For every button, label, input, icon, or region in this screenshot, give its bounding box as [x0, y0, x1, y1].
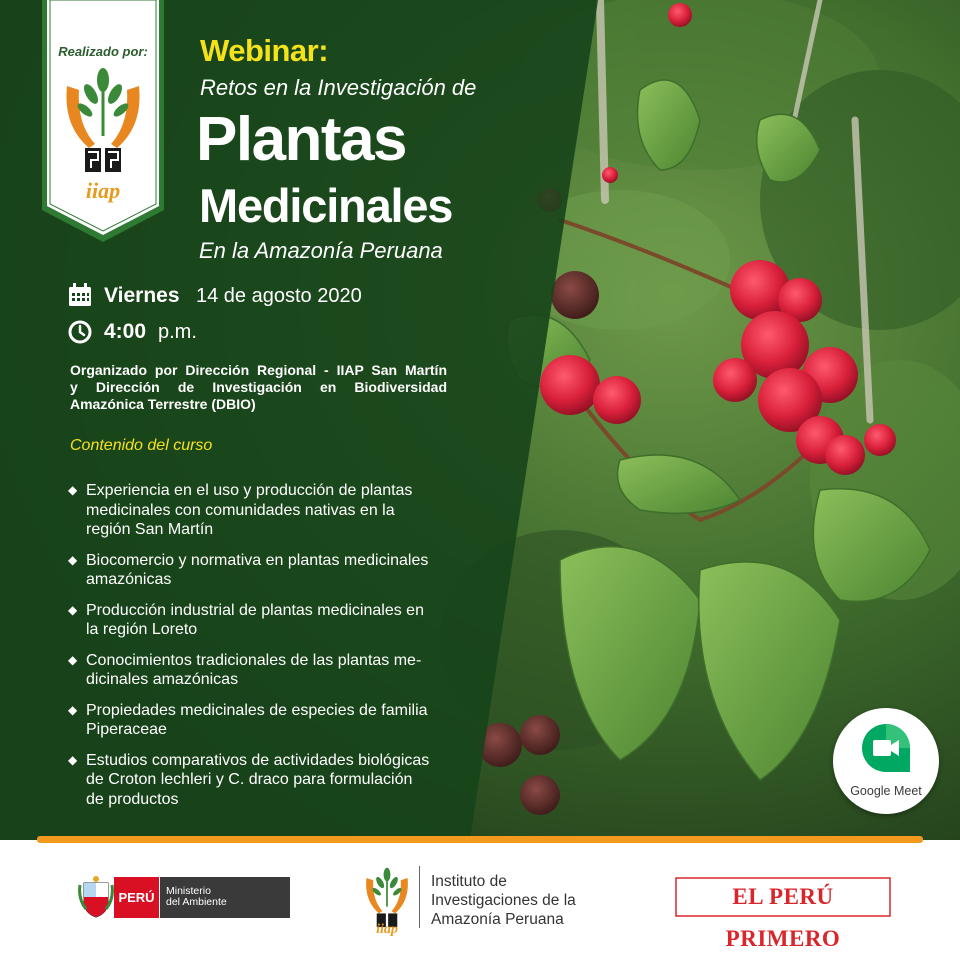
list-item — [66, 751, 486, 810]
organizer-line: Organizado por Dirección Regional - IIAP San Martín — [70, 362, 447, 378]
institute-line: Investigaciones de la — [431, 892, 576, 909]
organizer-line: y Dirección de Investigación en Biodiversidad — [70, 379, 447, 395]
google-meet-icon — [860, 722, 912, 774]
ministry-name — [159, 877, 290, 918]
list-item — [66, 701, 486, 740]
list-item-line: Conocimientos tradicionales de las plantas me- — [86, 651, 422, 669]
diamond-bullet-icon: ◆ — [68, 652, 78, 667]
diamond-bullet-icon: ◆ — [68, 552, 78, 567]
event-day: Viernes — [104, 284, 180, 307]
list-item-line: Biocomercio y normativa en plantas medicinales — [86, 551, 429, 569]
diamond-bullet-icon: ◆ — [68, 702, 78, 717]
event-time: 4:00 — [104, 320, 147, 343]
list-item-line: de Croton lechleri y C. draco para formulación — [86, 771, 413, 788]
list-item — [66, 551, 486, 590]
google-meet-badge[interactable] — [833, 708, 939, 814]
calendar-icon — [68, 283, 92, 307]
list-item-line: de productos — [86, 790, 179, 808]
institute-acronym: iiap — [376, 922, 398, 937]
ribbon-acronym: iiap — [85, 178, 121, 203]
list-item-line: amazónicas — [86, 571, 172, 588]
list-item — [66, 651, 486, 690]
peru-coat-of-arms-icon — [78, 875, 114, 919]
diamond-bullet-icon: ◆ — [68, 483, 78, 497]
list-item — [66, 601, 486, 640]
list-item-line: región San Martín — [86, 521, 214, 538]
slogan-text: EL PERÚ PRIMERO — [725, 884, 841, 951]
list-item-line: medicinales con comunidades nativas en la — [86, 501, 395, 519]
event-date: 14 de agosto 2020 — [196, 285, 362, 307]
event-time-suffix: p.m. — [158, 321, 197, 343]
institute-line: Amazonía Peruana — [431, 911, 564, 928]
title-subtitle: Retos en la Investigación de — [200, 75, 477, 100]
institute-divider — [419, 866, 420, 928]
ministry-line: del Ambiente — [166, 896, 227, 908]
list-item-line: dicinales amazónicas — [86, 671, 239, 688]
course-heading: Contenido del curso — [70, 437, 213, 454]
diamond-bullet-icon: ◆ — [68, 752, 78, 767]
google-meet-label: Google Meet — [850, 784, 922, 798]
el-peru-primero-logo — [674, 876, 892, 951]
iiap-logo-ribbon — [42, 0, 164, 242]
list-item-line: Piperaceae — [86, 721, 167, 738]
organizer-line: Amazónica Terrestre (DBIO) — [70, 396, 256, 412]
webinar-kicker: Webinar: — [200, 33, 329, 68]
list-item-line: Experiencia en el uso y producción de plantas — [86, 482, 413, 499]
ribbon-label: Realizado por: — [58, 44, 148, 59]
organizer-text — [70, 362, 447, 413]
institute-name — [431, 872, 576, 929]
list-item-line: Estudios comparativos de actividades biológicas — [86, 751, 430, 769]
list-item-line: la región Loreto — [86, 621, 198, 638]
ministry-line: Ministerio — [166, 885, 211, 897]
clock-icon — [68, 320, 92, 344]
diamond-bullet-icon: ◆ — [68, 602, 78, 617]
title-region: En la Amazonía Peruana — [199, 238, 443, 263]
list-item — [66, 481, 486, 540]
peru-wordmark: PERÚ — [114, 877, 159, 918]
list-item-line: Propiedades medicinales de especies de familia — [86, 701, 428, 719]
title-line-medicinales: Medicinales — [199, 179, 453, 232]
footer-divider — [37, 836, 923, 843]
institute-line: Instituto de — [431, 873, 507, 890]
list-item-line: Producción industrial de plantas medicinales en — [86, 601, 424, 619]
title-line-plantas: Plantas — [196, 105, 407, 174]
iiap-emblem-icon — [61, 66, 145, 176]
course-list — [66, 481, 486, 820]
